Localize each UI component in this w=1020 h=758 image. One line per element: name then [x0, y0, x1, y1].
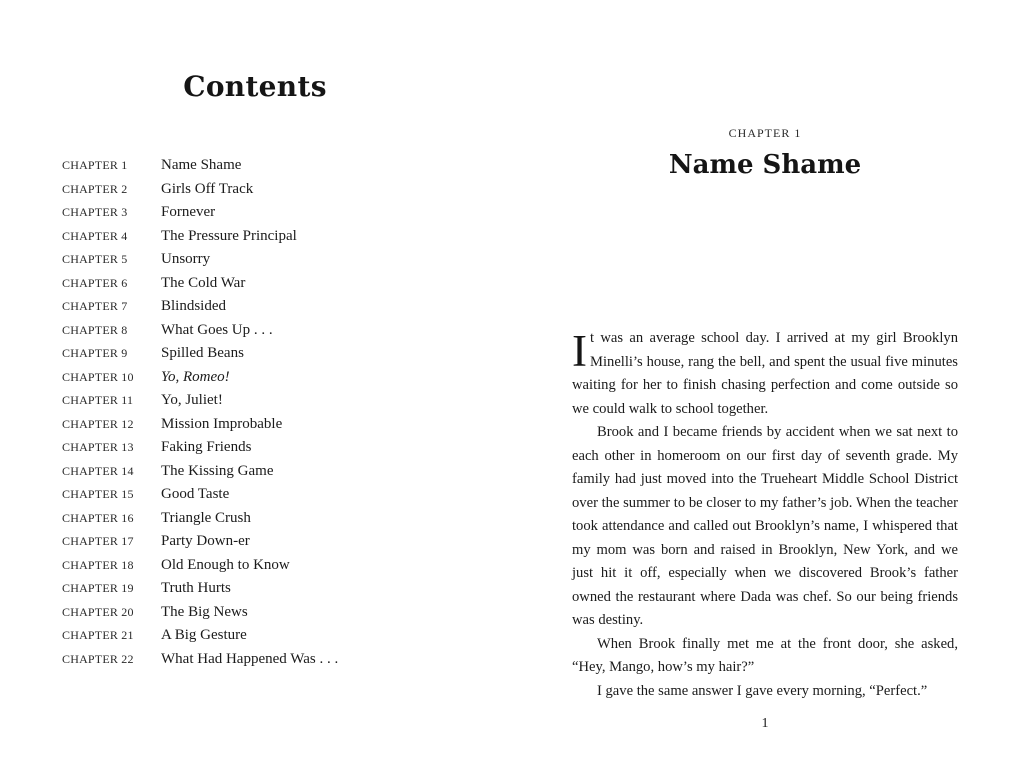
toc-chapter-title: Spilled Beans [161, 345, 244, 361]
toc-entry [62, 463, 482, 487]
toc-entry [62, 345, 482, 369]
toc-entry [62, 627, 482, 651]
toc-chapter-label: CHAPTER 1 [62, 158, 128, 172]
table-of-contents [62, 157, 482, 674]
toc-chapter-label: CHAPTER 10 [62, 369, 134, 384]
toc-chapter-label: CHAPTER 6 [62, 275, 128, 290]
toc-chapter-title: Triangle Crush [161, 509, 251, 526]
toc-entry [62, 651, 482, 675]
first-paragraph-text: t was an average school day. I arrived at my girl Brooklyn Minelli’s house, rang the bell, and spent the usual five minutes waiting for her to finish chasing perfection and come outside so we could walk to school together. [572, 330, 958, 417]
body-paragraph: I gave the same answer I gave every morning, “Perfect.” [597, 682, 928, 699]
chapter-title: Name Shame [668, 150, 862, 180]
toc-entry [62, 580, 482, 604]
toc-chapter-label: CHAPTER 14 [62, 463, 134, 478]
toc-chapter-title: The Kissing Game [161, 462, 274, 479]
toc-chapter-label: CHAPTER 16 [62, 510, 134, 525]
toc-entry [62, 533, 482, 557]
toc-chapter-label: CHAPTER 20 [62, 604, 134, 619]
toc-entry [62, 392, 482, 416]
toc-chapter-label: CHAPTER 17 [62, 534, 134, 548]
page-number: 1 [761, 716, 769, 731]
toc-chapter-title: Party Down-er [161, 533, 250, 549]
toc-chapter-title: Faking Friends [161, 439, 252, 455]
toc-entry [62, 322, 482, 346]
chapter-page [510, 0, 1020, 758]
toc-chapter-label: CHAPTER 5 [62, 252, 128, 266]
toc-chapter-label: CHAPTER 19 [62, 581, 134, 595]
toc-entry [62, 251, 482, 275]
toc-chapter-title: Yo, Juliet! [161, 392, 223, 408]
toc-chapter-label: CHAPTER 7 [62, 299, 128, 313]
toc-chapter-label: CHAPTER 11 [62, 393, 134, 407]
drop-cap: I [572, 326, 587, 376]
body-paragraph [572, 327, 958, 421]
toc-entry [62, 298, 482, 322]
toc-entry [62, 181, 482, 205]
toc-chapter-title: Yo, Romeo! [161, 368, 230, 385]
toc-entry [62, 416, 482, 440]
toc-entry [62, 486, 482, 510]
toc-entry [62, 439, 482, 463]
toc-chapter-label: CHAPTER 18 [62, 557, 134, 572]
toc-chapter-title: Unsorry [161, 251, 211, 267]
toc-chapter-title: Blindsided [161, 298, 227, 314]
toc-chapter-title: What Had Happened Was . . . [161, 650, 339, 667]
toc-entry [62, 275, 482, 299]
toc-chapter-label: CHAPTER 22 [62, 651, 134, 666]
toc-chapter-title: What Goes Up . . . [161, 321, 273, 338]
toc-chapter-title: Old Enough to Know [161, 556, 290, 573]
body-paragraph: When Brook finally met me at the front door, she asked, “Hey, Mango, how’s my hair?” [572, 635, 958, 675]
toc-chapter-label: CHAPTER 9 [62, 346, 128, 360]
toc-chapter-label: CHAPTER 13 [62, 440, 134, 454]
toc-chapter-title: Truth Hurts [161, 580, 231, 596]
toc-entry [62, 604, 482, 628]
toc-entry [62, 204, 482, 228]
toc-chapter-label: CHAPTER 2 [62, 181, 128, 196]
toc-chapter-title: The Big News [161, 603, 248, 620]
toc-chapter-title: Girls Off Track [161, 180, 254, 197]
toc-chapter-title: The Pressure Principal [161, 227, 297, 244]
chapter-body [572, 327, 958, 703]
toc-chapter-title: A Big Gesture [161, 627, 247, 643]
toc-entry [62, 557, 482, 581]
toc-chapter-title: The Cold War [161, 274, 246, 291]
toc-chapter-label: CHAPTER 21 [62, 628, 134, 642]
toc-chapter-label: CHAPTER 8 [62, 322, 128, 337]
toc-chapter-title: Mission Improbable [161, 415, 283, 432]
body-paragraph: Brook and I became friends by accident when we sat next to each other in homeroom on our first day of seventh grade. My family had just moved into the Trueheart Middle School District over the summer to be closer to my father’s job. When the teacher took attendance and called out Brooklyn’s name, I whispered that my mom was born and raised in Brooklyn, New York, and we just hit it off, especially when we discovered Brook’s father owned the restaurant where Dada was chef. So our being friends was destiny. [572, 424, 958, 628]
toc-entry [62, 510, 482, 534]
toc-chapter-title: Good Taste [161, 486, 230, 502]
toc-chapter-label: CHAPTER 3 [62, 205, 128, 219]
toc-entry [62, 228, 482, 252]
toc-chapter-label: CHAPTER 15 [62, 487, 134, 501]
toc-entry [62, 369, 482, 393]
toc-chapter-title: Name Shame [161, 157, 242, 173]
toc-chapter-label: CHAPTER 4 [62, 228, 128, 243]
contents-heading: Contents [183, 70, 327, 103]
toc-entry [62, 157, 482, 181]
toc-chapter-label: CHAPTER 12 [62, 416, 134, 431]
chapter-label: CHAPTER 1 [728, 126, 802, 140]
toc-chapter-title: Fornever [161, 204, 216, 220]
